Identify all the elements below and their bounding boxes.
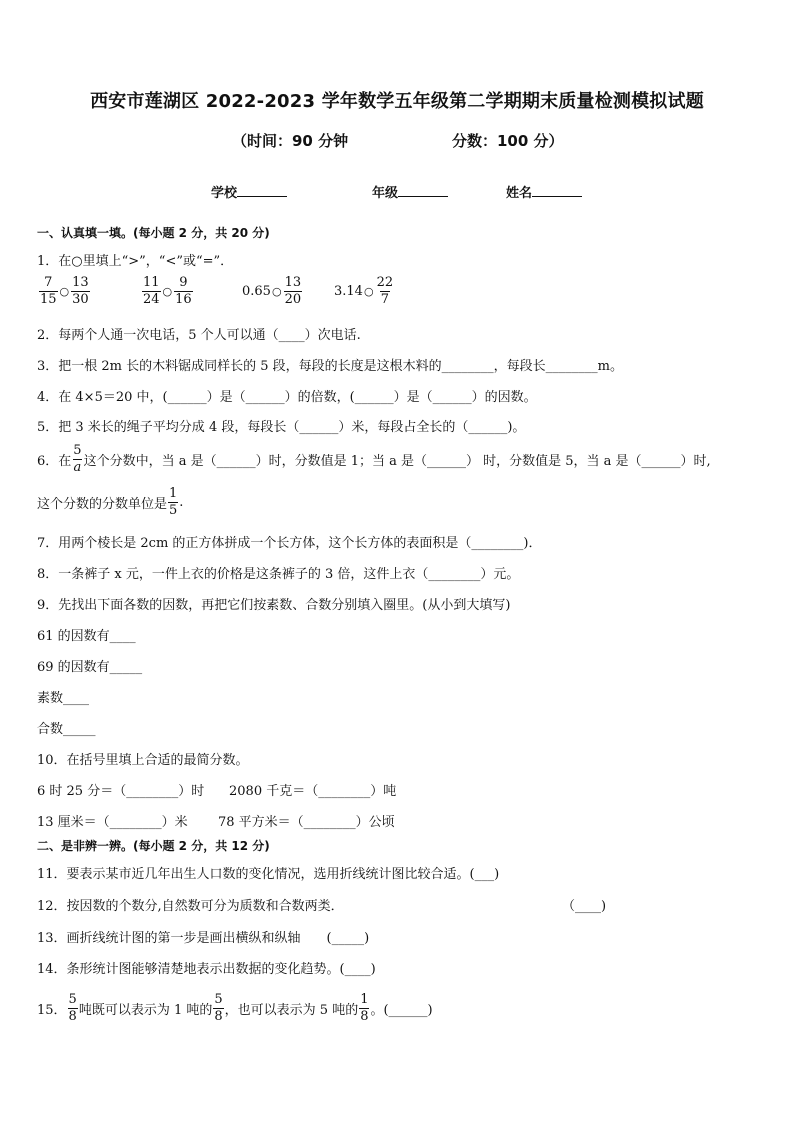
question-9-b: 69 的因数有_____ xyxy=(37,660,143,675)
name-label: 姓名 xyxy=(506,186,533,201)
grade-field[interactable] xyxy=(372,182,448,201)
section-2-title: 二、是非辨一辨。(每小题 2 分，共 12 分) xyxy=(37,839,270,853)
question-11: 11．要表示某市近几年出生人口数的变化情况，选用折线统计图比较合适。(___) xyxy=(37,867,500,882)
question-1: 1．在○里填上“>”，“<”或“=”． xyxy=(37,254,234,269)
question-6: 6．在 $\frac{5}{a}$ 这个分数中，当 a 是（______）时，分数值是 1；当 a 是（______） 时，分数值是 5，当 a 是（______）时, xyxy=(37,443,711,475)
question-9-c: 素数____ xyxy=(37,691,90,706)
fraction: $\frac{5}{8}$ xyxy=(214,992,223,1024)
compare-circle[interactable]: ○ xyxy=(162,285,173,298)
compare-circle[interactable]: ○ xyxy=(271,285,282,298)
question-1-item-c xyxy=(242,275,303,308)
school-blank[interactable] xyxy=(237,184,287,197)
grade-blank[interactable] xyxy=(398,184,448,197)
question-2: 2．每两个人通一次电话，5 个人可以通（____）次电话. xyxy=(37,328,361,343)
question-7: 7．用两个棱长是 2cm 的正方体拼成一个长方体，这个长方体的表面积是（________)． xyxy=(37,536,542,551)
exam-time: （时间：90 分钟 xyxy=(232,132,349,150)
fraction: $\frac{1}{5}$ xyxy=(169,486,178,518)
question-5: 5．把 3 米长的绳子平均分成 4 段，每段长（______）米，每段占全长的（______)。 xyxy=(37,420,526,435)
question-1-item-d xyxy=(334,275,395,308)
question-8: 8．一条裤子 x 元，一件上衣的价格是这条裤子的 3 倍，这件上衣（________）元。 xyxy=(37,567,520,582)
decimal-value: 0.65 xyxy=(242,284,271,299)
section-1-title: 一、认真填一填。(每小题 2 分，共 20 分) xyxy=(37,226,270,240)
decimal-value: 3.14 xyxy=(334,284,363,299)
fraction: $\frac{13}{30}$ xyxy=(72,275,89,307)
question-10-a: 6 时 25 分＝（________）时 xyxy=(37,784,205,799)
question-10: 10．在括号里填上合适的最简分数。 xyxy=(37,753,249,768)
question-4: 4．在 4×5＝20 中，(______）是（______）的倍数，(______）是（______）的因数。 xyxy=(37,390,537,405)
fraction: $\frac{9}{16}$ xyxy=(175,275,192,307)
fraction: $\frac{5}{a}$ xyxy=(73,443,82,475)
question-10-b: 2080 千克＝（________）吨 xyxy=(229,784,397,799)
name-field[interactable] xyxy=(506,182,582,201)
fraction: $\frac{5}{8}$ xyxy=(68,992,77,1024)
question-1-item-b xyxy=(141,275,194,308)
question-10-d: 78 平方米＝（________）公顷 xyxy=(218,815,395,830)
question-9-a: 61 的因数有____ xyxy=(37,629,136,644)
name-blank[interactable] xyxy=(532,184,582,197)
question-6-line-2: 这个分数的分数单位是 $\frac{1}{5}$ . xyxy=(37,486,184,518)
question-13: 13．画折线统计图的第一步是画出横纵和纵轴 (_____) xyxy=(37,931,370,946)
fraction: $\frac{7}{15}$ xyxy=(40,275,57,307)
fraction: $\frac{11}{24}$ xyxy=(143,275,160,307)
compare-circle[interactable]: ○ xyxy=(59,285,70,298)
question-9: 9．先找出下面各数的因数，再把它们按素数、合数分别填入圈里。(从小到大填写) xyxy=(37,598,511,613)
question-15: 15． $\frac{5}{8}$ 吨既可以表示为 1 吨的 $\frac{5}{8}$ ，也可以表示为 5 吨的 $\frac{1}{8}$ 。(______) xyxy=(37,992,433,1024)
question-12-blank[interactable]: （____) xyxy=(562,899,607,914)
fraction: $\frac{1}{8}$ xyxy=(360,992,369,1024)
question-3: 3．把一根 2m 长的木料锯成同样长的 5 段，每段的长度是这根木料的________，每段长________m。 xyxy=(37,359,623,374)
compare-circle[interactable]: ○ xyxy=(363,285,374,298)
question-14: 14．条形统计图能够清楚地表示出数据的变化趋势。(____) xyxy=(37,962,376,977)
exam-score: 分数：100 分） xyxy=(452,132,564,150)
question-12: 12．按因数的个数分,自然数可分为质数和合数两类． xyxy=(37,899,344,914)
fraction: $\frac{13}{20}$ xyxy=(284,275,302,307)
grade-label: 年级 xyxy=(372,186,399,201)
page-title: 西安市莲湖区 2022-2023 学年数学五年级第二学期期末质量检测模拟试题 xyxy=(90,91,704,112)
question-1-item-a xyxy=(38,275,91,308)
fraction: $\frac{22}{7}$ xyxy=(376,275,394,307)
school-label: 学校 xyxy=(211,186,238,201)
question-9-d: 合数_____ xyxy=(37,722,96,737)
school-field[interactable] xyxy=(211,182,287,201)
question-10-c: 13 厘米＝（________）米 xyxy=(37,815,188,830)
